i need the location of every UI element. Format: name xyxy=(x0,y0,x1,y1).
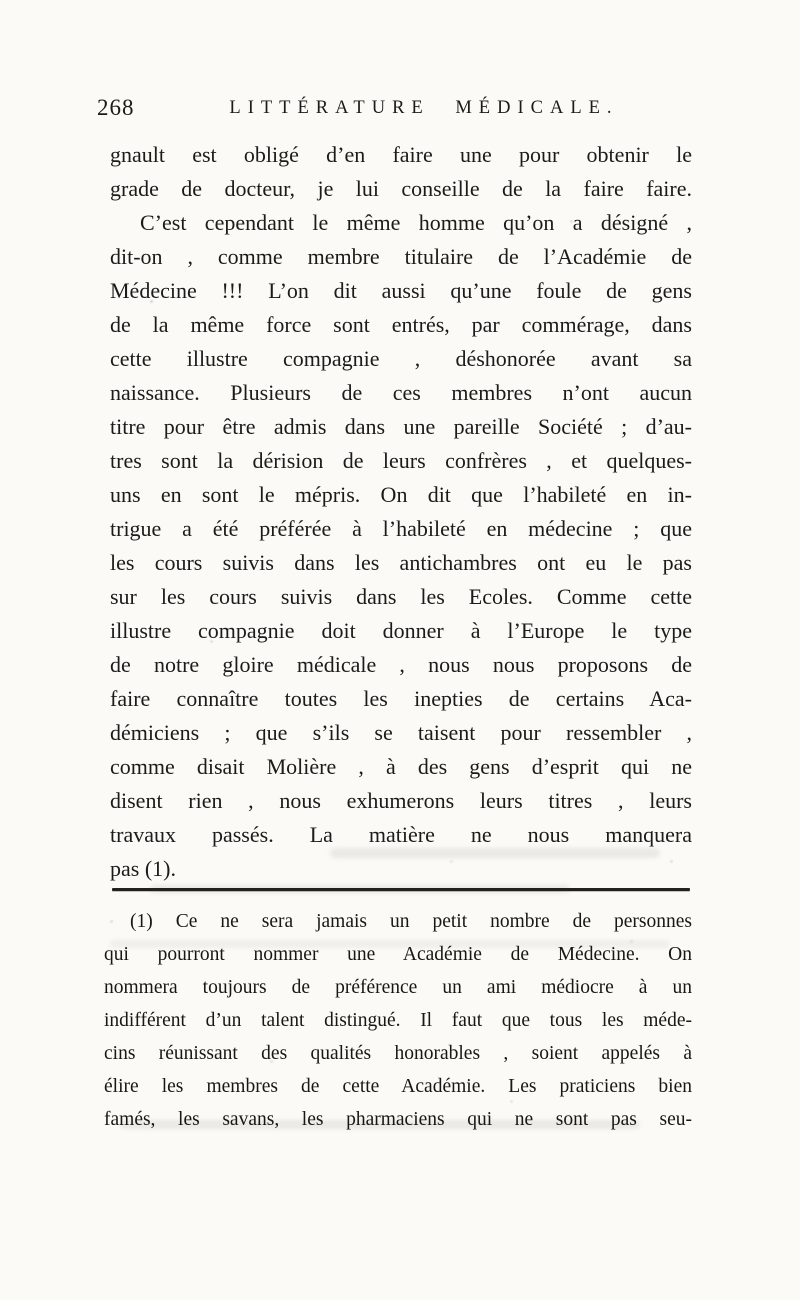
text-line: sur les cours suivis dans les Ecoles. Comme cette xyxy=(110,584,692,609)
paragraph-continuation xyxy=(110,138,692,206)
footnote xyxy=(104,905,692,1136)
footnote-line: élire les membres de cette Académie. Les praticiens bien xyxy=(104,1076,692,1097)
text-line: comme disait Molière , à des gens d’esprit qui ne xyxy=(110,754,692,779)
text-line: illustre compagnie doit donner à l’Europe le type xyxy=(110,618,692,643)
text-line: de notre gloire médicale , nous nous proposons de xyxy=(110,652,692,677)
paragraph-main xyxy=(110,206,692,886)
text-line: démiciens ; que s’ils se taisent pour ressembler , xyxy=(110,720,692,745)
page-header xyxy=(97,95,693,123)
text-line: dit-on , comme membre titulaire de l’Académie de xyxy=(110,244,692,269)
text-line: pas (1). xyxy=(110,856,176,881)
footnote-line: qui pourront nommer une Académie de Médecine. On xyxy=(104,944,692,965)
text-line: tres sont la dérision de leurs confrères , et quelques- xyxy=(110,448,692,473)
text-line: faire connaître toutes les inepties de certains Aca- xyxy=(110,686,692,711)
footnote-separator-rule xyxy=(112,888,690,891)
footnote-line: indifférent d’un talent distingué. Il faut que tous les méde- xyxy=(104,1010,692,1031)
text-line: C’est cependant le même homme qu’on a désigné , xyxy=(140,210,692,235)
text-line: disent rien , nous exhumerons leurs titres , leurs xyxy=(110,788,692,813)
text-line: travaux passés. La matière ne nous manquera xyxy=(110,822,692,847)
text-line: grade de docteur, je lui conseille de la faire faire. xyxy=(110,176,692,201)
body-text xyxy=(110,138,692,886)
running-title: LITTÉRATURE MÉDICALE. xyxy=(229,98,619,118)
text-line: de la même force sont entrés, par commérage, dans xyxy=(110,312,692,337)
footnote-line: cins réunissant des qualités honorables , soient appelés à xyxy=(104,1043,692,1064)
footnote-line: nommera toujours de préférence un ami médiocre à un xyxy=(104,977,692,998)
text-line: gnault est obligé d’en faire une pour obtenir le xyxy=(110,142,692,167)
footnote-line: (1) Ce ne sera jamais un petit nombre de personnes xyxy=(130,911,692,932)
text-line: les cours suivis dans les antichambres ont eu le pas xyxy=(110,550,692,575)
footnote-line: famés, les savans, les pharmaciens qui ne sont pas seu- xyxy=(104,1109,692,1130)
text-line: naissance. Plusieurs de ces membres n’ont aucun xyxy=(110,380,692,405)
text-line: uns en sont le mépris. On dit que l’habileté en in- xyxy=(110,482,692,507)
text-line: Médecine !!! L’on dit aussi qu’une foule de gens xyxy=(110,278,692,303)
text-line: titre pour être admis dans une pareille Société ; d’au- xyxy=(110,414,692,439)
text-line: cette illustre compagnie , déshonorée avant sa xyxy=(110,346,692,371)
text-line: trigue a été préférée à l’habileté en médecine ; que xyxy=(110,516,692,541)
page-number: 268 xyxy=(97,95,135,120)
